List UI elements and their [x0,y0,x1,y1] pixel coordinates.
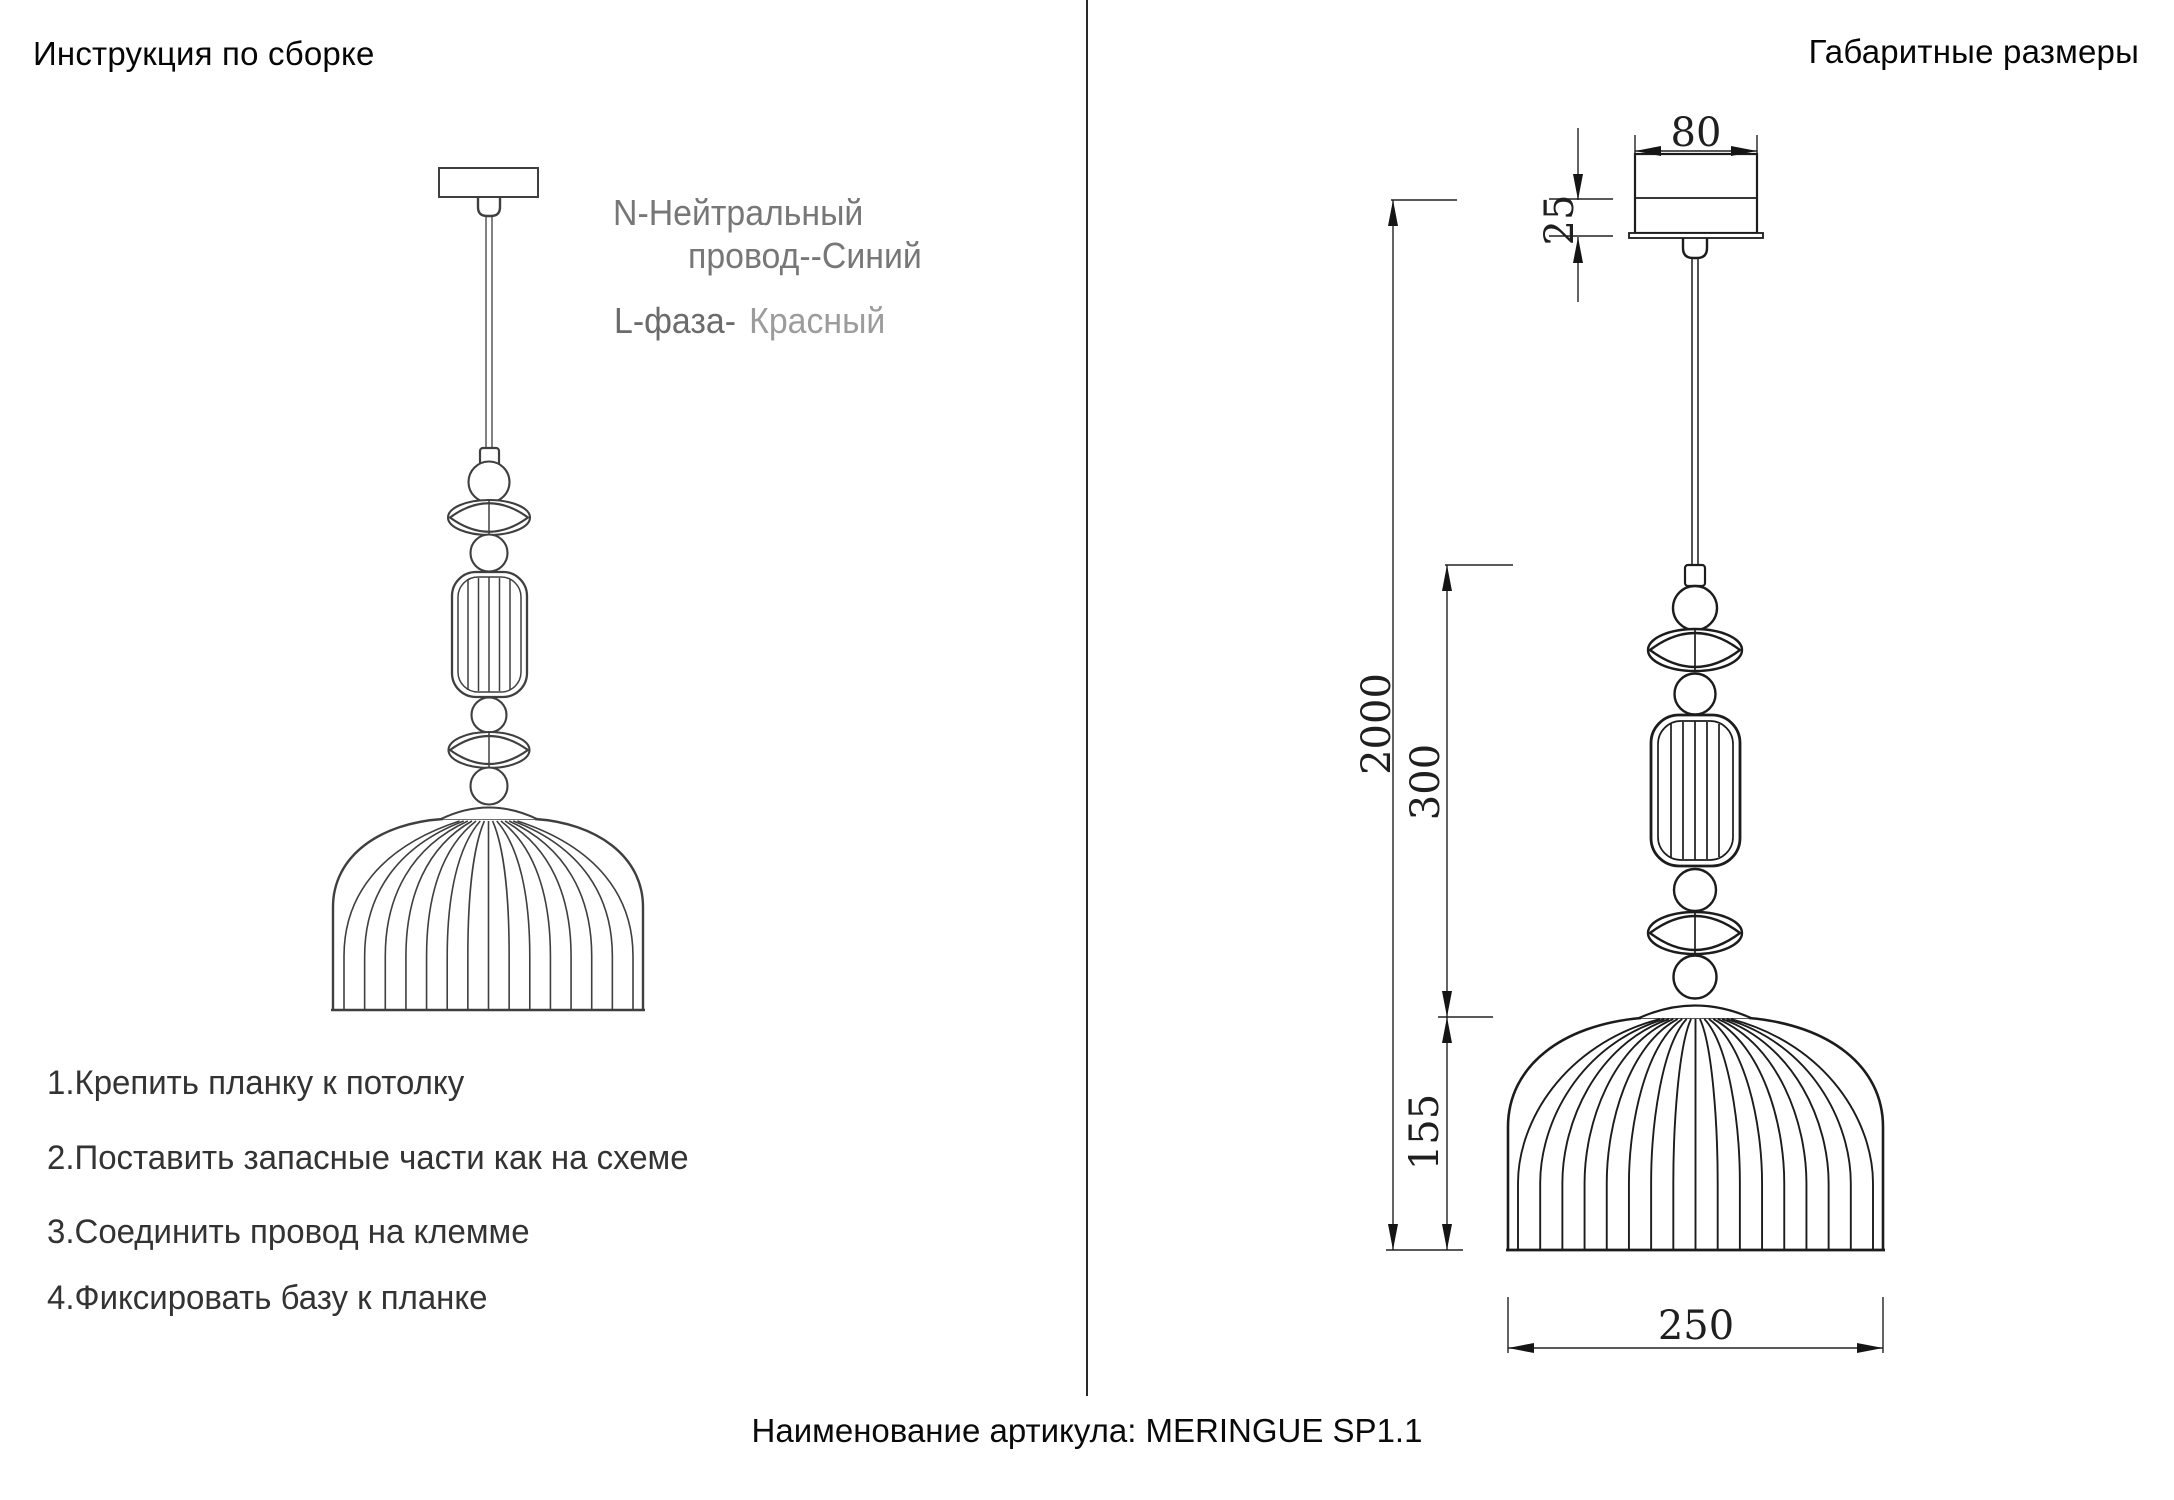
stem-saucer [449,732,530,768]
stem-ball [471,768,508,805]
shade-rib [1700,1019,1718,1249]
dim-label-25: 25 [1537,194,1583,246]
instruction-step-4: 4.Фиксировать базу к планке [47,1279,488,1317]
stem-capsule [452,572,527,697]
shade-rib [1673,1019,1691,1249]
cord-fitting [1685,565,1705,586]
stem-capsule [1651,715,1740,866]
stem-ball [1675,674,1716,715]
shade-rib [1607,1019,1678,1249]
shade-rib [1727,1019,1851,1249]
dim-label-250: 250 [1657,1303,1735,1349]
instruction-step-2: 2.Поставить запасные части как на схеме [47,1139,689,1177]
stem-ball [1673,586,1717,630]
shade-rib [1713,1019,1784,1249]
wire-label-phase [614,300,885,342]
assembly-title: Инструкция по сборке [33,35,375,72]
instruction-step-1: 1.Крепить планку к потолку [47,1064,465,1102]
suspension-cord [486,216,492,449]
stem-saucer [1648,629,1742,671]
dimensions-title: Габаритные размеры [1808,33,2139,70]
wire-label-neutral-line1: N-Нейтральный [613,192,864,233]
shade-rib [505,821,571,1009]
wire-label-phase-prefix: L-фаза- [614,300,736,341]
dim-label-300: 300 [1403,743,1449,821]
plate-neck [478,197,500,216]
article-name: Наименование артикула: MERINGUE SP1.1 [751,1412,1423,1449]
shade-rib [1540,1019,1664,1249]
dim-label-80: 80 [1670,110,1722,156]
glass-shade [331,808,645,1011]
stem-ball [469,462,510,503]
dimension-annotations [1386,128,1883,1353]
dim-label-2000: 2000 [1354,673,1400,775]
dim-label-155: 155 [1402,1093,1448,1171]
glass-shade [1506,1006,1885,1251]
wire-label-phase-color: Красный [749,300,886,341]
shade-top-cap [441,808,537,820]
shade-rib [406,821,472,1009]
ceiling-canopy [1629,154,1763,238]
shade-top-cap [1639,1006,1751,1019]
shade-rib [493,821,510,1009]
ceiling-plate [439,168,538,197]
left-lamp-drawing [331,168,645,1010]
instruction-step-3: 3.Соединить провод на клемме [47,1213,530,1251]
canopy-neck [1683,238,1707,258]
stem-ball [1674,956,1717,999]
decorative-stem [1648,586,1742,999]
stem-ball [471,535,508,572]
decorative-stem [448,462,530,805]
shade-rib [468,821,485,1009]
suspension-cord [1692,258,1698,565]
right-lamp-drawing [1506,154,1885,1250]
dim-stem-and-shade-height [1438,565,1513,1250]
stem-saucer [1648,912,1742,954]
wire-label-neutral-line2: провод--Синий [688,235,922,276]
stem-ball [472,698,507,733]
stem-ball [1674,869,1716,911]
stem-saucer [448,500,530,535]
